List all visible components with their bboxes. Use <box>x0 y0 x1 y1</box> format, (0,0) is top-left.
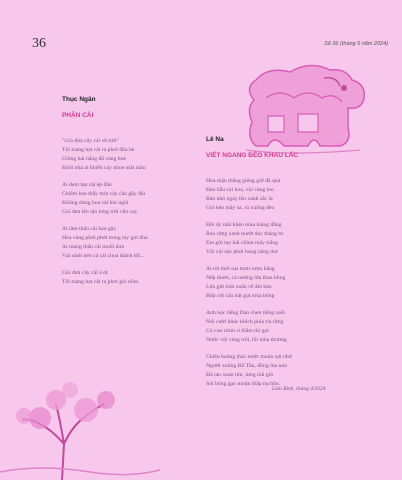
poem-line: Vắt vội sáo phơi hong nắng thơ <box>206 249 278 255</box>
poem-line: Người xuống Bố Tầu, đồng lúa non <box>206 363 288 369</box>
poem-line: Lửa gửi tình xuân về ấm bản <box>206 284 272 290</box>
poem-line: Chiêm bao thấy một cây cầu gẫy đôi <box>62 191 146 197</box>
poem-place-date: Lâm Bình, tháng 4/2024 <box>272 386 326 392</box>
poem-line: Tôi mang hạt cải ra phơi gió nồm. <box>62 279 140 285</box>
poem-line: Rau rừng xanh mướt dọc tháng tư <box>206 231 284 237</box>
stanza <box>206 265 356 301</box>
poem-author: Thục Ngân <box>62 96 96 103</box>
poem-line: Khói nhà ai khiến cay nhoe mắt mắu <box>62 165 146 171</box>
poem-line: Sót bóng gạo muộn thắp nụ hồn. <box>206 381 281 387</box>
poem-line: Gió đưa lên tận lưng trời vẫn cay <box>62 209 138 215</box>
stanza <box>206 177 356 213</box>
poem-line: Nước vội vàng trôi, lối mùa thương <box>206 337 287 343</box>
poem-line: Chiều buông thác nước muôn sợi nhớ <box>206 354 292 360</box>
poem-line: Đôi ấy mãi khéo mùa măng đắng <box>206 222 282 228</box>
poem-line: Nếp thơm, cá nướng lửa than hồng <box>206 275 286 281</box>
poem-line: Giồng hai nắng đã vàng hoe <box>62 156 126 162</box>
poem-line: Gió kéo mây sa, rủ xuống đèo <box>206 205 275 211</box>
poem-line: Đã tan xoan tím, lưng núi giỏ <box>206 372 274 378</box>
stanza <box>62 225 192 261</box>
poem-line: "Gió đưa cây cải về trời" <box>62 138 119 144</box>
stanza <box>62 269 192 287</box>
poem-right <box>206 136 356 397</box>
poem-title: PHẬN CẢI <box>62 112 94 119</box>
poem-line: Nói cười khúc khích phía ria rừng <box>206 319 284 325</box>
page-number: 36 <box>32 36 46 51</box>
poem-line: Hoa mận thắng giêng giữ đã quả <box>206 178 281 184</box>
poem-line: Ai đem hạt cải ép dầu <box>62 182 112 188</box>
poem-line: Bản nhỏ ngày lên xanh sắc lá <box>206 196 273 202</box>
poem-line: Bốp cời câu hát gọi mùa bông <box>206 293 275 299</box>
poem-line: Không dưng hoa cải bùi ngùi <box>62 200 129 206</box>
poem-line: Ai mang thân cải muối dưa <box>62 244 124 250</box>
stanza <box>206 221 356 257</box>
stanza <box>62 181 192 217</box>
poem-line: Anh học tiếng Dao chen tiếng suối <box>206 310 285 316</box>
stanza <box>206 309 356 345</box>
stanza <box>62 137 192 173</box>
poem-line: Vại sành nén cả cái chua thành lời... <box>62 253 145 259</box>
poem-line: Em gửi tay hái chùm mây trắng <box>206 240 278 246</box>
poem-line: Tôi mang hạt cải ra phơi đầu hè <box>62 147 135 153</box>
poem-author: Lê Na <box>206 136 224 143</box>
tree-illustration <box>0 360 160 480</box>
poem-title: VIẾT NGANG ĐÈO KHAU LẮC <box>206 152 299 159</box>
poem-line: Hoa vàng phơi phới trong tay gió đùa <box>62 235 148 241</box>
poem-line: Ai làm thân cải hao gầy <box>62 226 117 232</box>
poem-line: Đào hẫu cài hoa, vội vàng leo <box>206 187 274 193</box>
poem-line: Gió đưa cây cải à ơi <box>62 270 108 276</box>
stanza <box>206 353 356 389</box>
poem-line: Có con chim ri thầm thì gọi <box>206 328 269 334</box>
issue-line: Số 36 (tháng 5 năm 2024) <box>324 41 388 47</box>
poem-line: Ai rót mời nai mơn rượu bẵng <box>206 266 275 272</box>
poem-left <box>62 96 192 295</box>
